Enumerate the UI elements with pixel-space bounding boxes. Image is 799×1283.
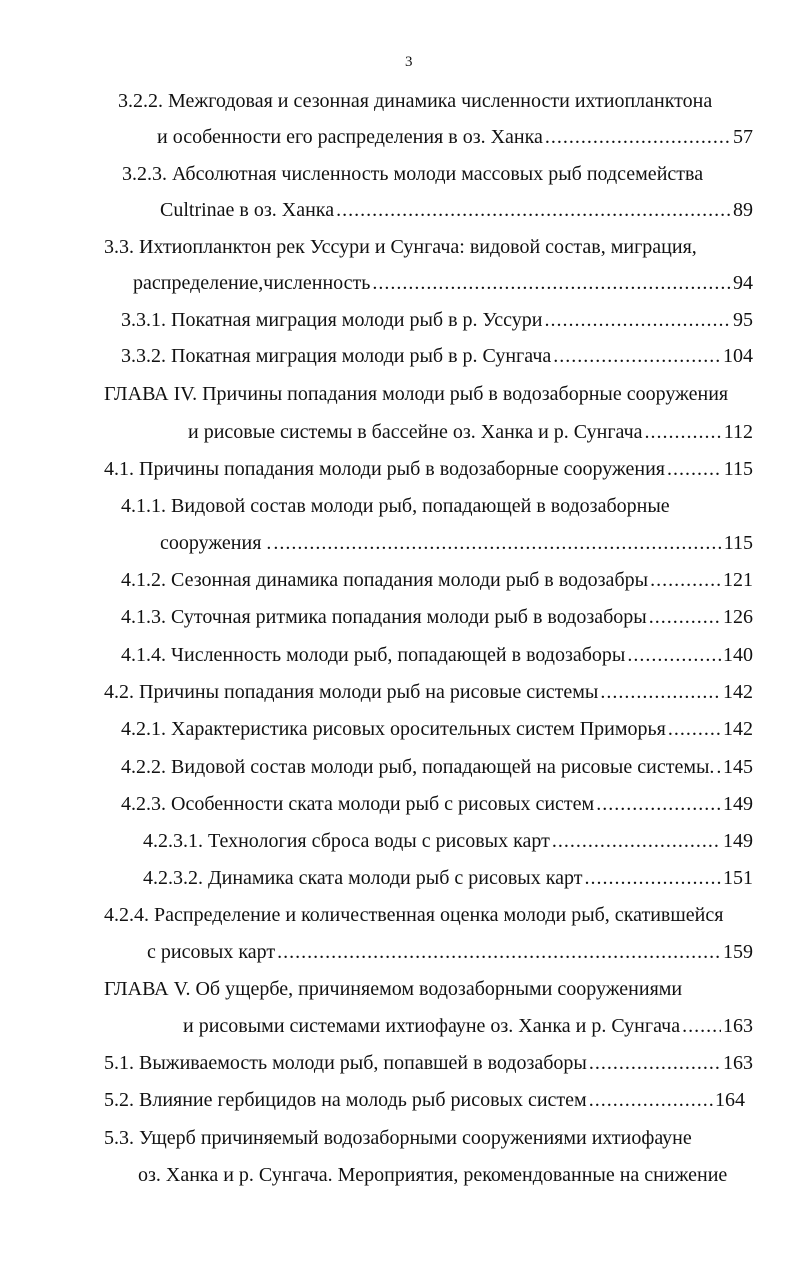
toc-entry <box>104 234 697 260</box>
leader-dots <box>682 1013 721 1039</box>
toc-entry-page: 159 <box>723 941 753 963</box>
toc-entry-title: 3.2.3. Абсолютная численность молоди массовых рыб подсемейства <box>122 163 704 185</box>
toc-entry <box>160 197 753 223</box>
toc-entry <box>121 343 753 369</box>
leader-dots <box>650 567 721 593</box>
leader-dots <box>668 716 721 742</box>
toc-entry <box>121 493 670 519</box>
leader-dots <box>336 197 731 223</box>
toc-entry-page: 112 <box>723 421 753 443</box>
toc-entry-title: и особенности его распределения в оз. Ханка <box>157 126 543 148</box>
toc-entry-title: и рисовыми системами ихтиофауне оз. Ханка и р. Сунгача <box>183 1015 681 1037</box>
toc-entry-page: 163 <box>723 1015 753 1037</box>
leader-dots <box>553 343 721 369</box>
toc-entry <box>104 456 753 482</box>
toc-entry-page: 151 <box>723 867 753 889</box>
toc-entry-page: 121 <box>723 569 753 591</box>
leader-dots <box>545 124 731 150</box>
toc-entry <box>183 1013 753 1039</box>
toc-entry <box>104 976 682 1002</box>
leader-dots <box>277 939 721 965</box>
leader-dots <box>596 791 721 817</box>
toc-entry <box>121 307 753 333</box>
toc-entry <box>104 381 728 407</box>
toc-entry-title: оз. Ханка и р. Сунгача. Мероприятия, рекомендованные на снижение <box>138 1164 728 1186</box>
toc-entry-title: 3.3.1. Покатная миграция молоди рыб в р. Уссури <box>121 309 543 331</box>
toc-entry <box>118 88 712 114</box>
toc-entry-page: 145 <box>723 756 753 778</box>
leader-dots <box>544 307 731 333</box>
toc-entry-page: 142 <box>723 718 753 740</box>
leader-dots <box>627 642 721 668</box>
toc-entry-title: 3.2.2. Межгодовая и сезонная динамика численности ихтиопланктона <box>118 90 713 112</box>
toc-entry-page: 164 <box>715 1089 745 1111</box>
toc-entry <box>122 161 703 187</box>
toc-entry-title: 4.2.2. Видовой состав молоди рыб, попадающей на рисовые системы. <box>121 756 715 778</box>
toc-entry <box>147 939 753 965</box>
toc-entry-title: 4.2.1. Характеристика рисовых оросительных систем Приморья <box>121 718 666 740</box>
toc-entry <box>121 567 753 593</box>
toc-entry-page: 126 <box>723 606 753 628</box>
toc-entry-title: 4.2. Причины попадания молоди рыб на рисовые системы <box>104 681 599 703</box>
toc-entry-page: 115 <box>723 532 753 554</box>
leader-dots <box>600 679 721 705</box>
toc-entry <box>121 791 753 817</box>
toc-entry-title: ГЛАВА V. Об ущербе, причиняемом водозаборными сооружениями <box>104 978 683 1000</box>
toc-entry-title: ГЛАВА IV. Причины попадания молоди рыб в водозаборные сооружения <box>104 383 729 405</box>
toc-entry-page: 115 <box>723 458 753 480</box>
toc-entry <box>160 530 753 556</box>
toc-entry-page: 95 <box>733 309 753 331</box>
toc-entry-page: 149 <box>723 793 753 815</box>
leader-dots <box>372 270 731 296</box>
toc-entry <box>121 604 753 630</box>
toc-entry-title: 5.3. Ущерб причиняемый водозаборными сооружениями ихтиофауне <box>104 1127 692 1149</box>
leader-dots <box>645 419 722 445</box>
toc-entry-title: 4.1.3. Суточная ритмика попадания молоди рыб в водозаборы <box>121 606 647 628</box>
toc-entry-title: 4.1.4. Численность молоди рыб, попадающей в водозаборы <box>121 644 626 666</box>
toc-entry <box>188 419 753 445</box>
toc-entry <box>143 828 753 854</box>
leader-dots <box>552 828 721 854</box>
toc-entry-page: 94 <box>733 272 753 294</box>
toc-entry-title: распределение,численность <box>133 272 371 294</box>
toc-entry <box>104 679 753 705</box>
toc-entry-title: сооружения . <box>160 532 272 554</box>
toc-entry <box>104 1050 753 1076</box>
toc-entry-title: 4.2.4. Распределение и количественная оценка молоди рыб, скатившейся <box>104 904 724 926</box>
leader-dots <box>273 530 721 556</box>
toc-entry-title: 3.3. Ихтиопланктон рек Уссури и Сунгача: видовой состав, миграция, <box>104 236 697 258</box>
toc-entry <box>143 865 753 891</box>
toc-entry-page: 163 <box>723 1052 753 1074</box>
toc-entry-title: 4.1.1. Видовой состав молоди рыб, попадающей в водозаборные <box>121 495 670 517</box>
toc-entry <box>138 1162 727 1188</box>
toc-entry-page: 89 <box>733 199 753 221</box>
toc-entry-title: 4.2.3. Особенности ската молоди рыб с рисовых систем <box>121 793 595 815</box>
toc-entry-title: с рисовых карт <box>147 941 276 963</box>
toc-entry-page: 140 <box>723 644 753 666</box>
toc-entry <box>157 124 753 150</box>
toc-entry-title: и рисовые системы в бассейне оз. Ханка и р. Сунгача <box>188 421 643 443</box>
toc-entry <box>104 902 723 928</box>
toc-entry-title: Cultrinae в оз. Ханка <box>160 199 335 221</box>
toc-entry <box>104 1125 692 1151</box>
toc-entry-title: 4.2.3.1. Технология сброса воды с рисовых карт <box>143 830 550 852</box>
leader-dots <box>589 1087 713 1113</box>
leader-dots <box>589 1050 721 1076</box>
toc-entry-page: 142 <box>723 681 753 703</box>
leader-dots <box>667 456 722 482</box>
leader-dots <box>649 604 721 630</box>
toc-entry <box>121 642 753 668</box>
toc-entry <box>121 716 753 742</box>
toc-entry-title: 3.3.2. Покатная миграция молоди рыб в р. Сунгача <box>121 345 552 367</box>
toc-entry <box>104 1087 745 1113</box>
leader-dots <box>584 865 721 891</box>
toc-entry <box>133 270 753 296</box>
toc-entry-title: 4.2.3.2. Динамика ската молоди рыб с рисовых карт <box>143 867 583 889</box>
toc-entry-page: 57 <box>733 126 753 148</box>
toc-entry-title: 5.1. Выживаемость молоди рыб, попавшей в водозаборы <box>104 1052 587 1074</box>
toc-entry-title: 4.1. Причины попадания молоди рыб в водозаборные сооружения <box>104 458 665 480</box>
toc-entry-page: 149 <box>723 830 753 852</box>
toc-entry <box>121 754 753 780</box>
page-number: 3 <box>405 54 413 70</box>
toc-entry-page: 104 <box>723 345 753 367</box>
leader-dots <box>716 754 721 780</box>
toc-entry-title: 5.2. Влияние гербицидов на молодь рыб рисовых систем <box>104 1089 587 1111</box>
toc-entry-title: 4.1.2. Сезонная динамика попадания молоди рыб в водозабры <box>121 569 649 591</box>
